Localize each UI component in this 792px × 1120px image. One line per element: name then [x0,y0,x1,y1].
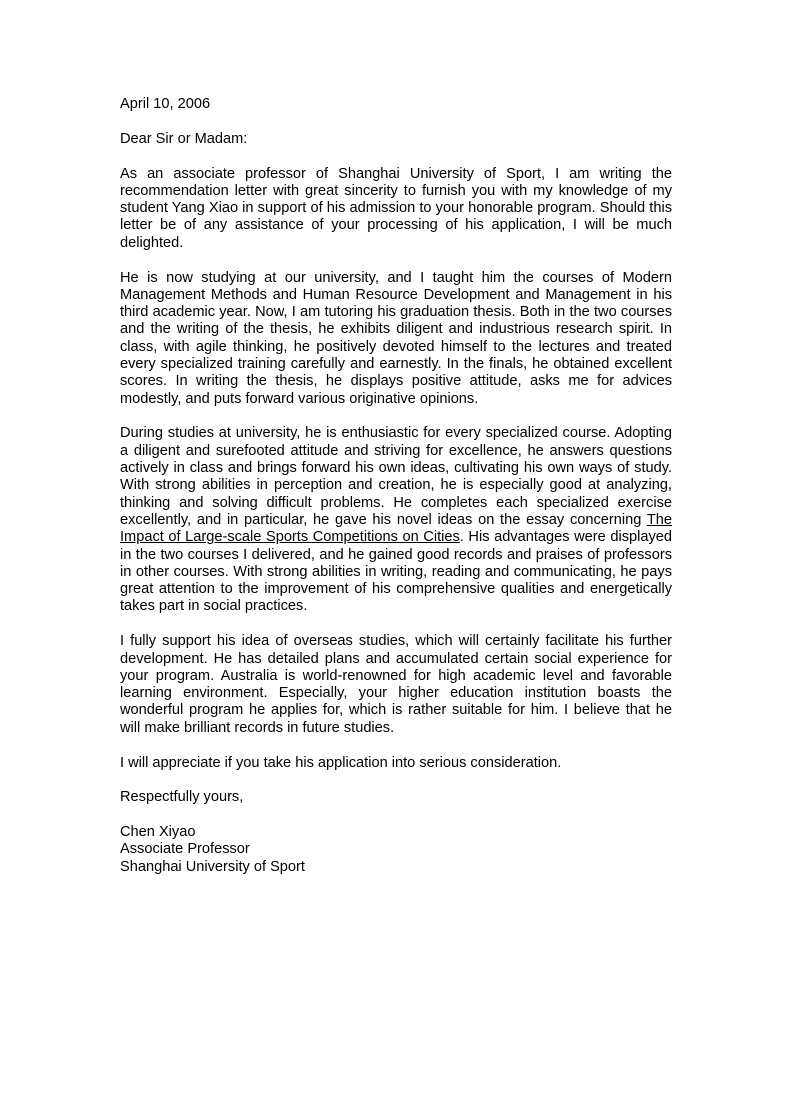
paragraph-studies [120,425,672,615]
paragraph-courses: He is now studying at our university, and I taught him the courses of Modern Management Methods and Human Resource Development and Management in his third academic year. Now, I am tutoring his graduation thesis. Both in the two courses and the writing of the thesis, he exhibits diligent and industrious research spirit. In class, with agile thinking, he positively devoted himself to the lectures and treated every specialized training carefully and earnestly. In the finals, he obtained excellent scores. In writing the thesis, he displays positive attitude, asks me for advices modestly, and puts forward various originative opinions. [120,269,672,407]
paragraph-consideration: I will appreciate if you take his application into serious consideration. [120,754,562,771]
essay-title: The Impact of Large-scale Sports Competitions on Cities [120,511,672,546]
signer-title: Associate Professor [120,841,250,858]
signer-institution: Shanghai University of Sport [120,858,305,875]
signature-block [120,824,672,876]
salutation: Dear Sir or Madam: [120,130,248,147]
signer-name: Chen Xiyao [120,824,196,841]
paragraph-support: I fully support his idea of overseas studies, which will certainly facilitate his further development. He has detailed plans and accumulated certain social experience for your program. Australia is world-renowned for high academic level and favorable learning environment. Especially, your higher education institution boasts the wonderful program he applies for, which is rather suitable for him. I believe that he will make brilliant records in future studies. [120,633,672,736]
closing: Respectfully yours, [120,789,244,806]
paragraph-studies-text-start: During studies at university, he is enthusiastic for every specialized course. Adopting a diligent and surefooted attitude and striving for excellence, he answers questions actively in class and brings forward his own ideas, cultivating his own ways of study. With strong abilities in perception and creation, he is especially good at analyzing, thinking and solving difficult problems. He completes each specialized exercise excellently, and in particular, he gave his novel ideas on the essay concerning [120,425,672,528]
letter-page [120,96,672,876]
letter-date: April 10, 2006 [120,96,211,112]
paragraph-introduction: As an associate professor of Shanghai University of Sport, I am writing the recommendation letter with great sincerity to furnish you with my knowledge of my student Yang Xiao in support of his admission to your honorable program. Should this letter be of any assistance of your processing of his application, I will be much delighted. [120,165,672,251]
paragraph-studies-text-end: . His advantages were displayed in the two courses I delivered, and he gained good records and praises of professors in other courses. With strong abilities in writing, reading and communicating, he pays great attention to the improvement of his comprehensive qualities and energetically takes part in social practices. [120,529,672,615]
